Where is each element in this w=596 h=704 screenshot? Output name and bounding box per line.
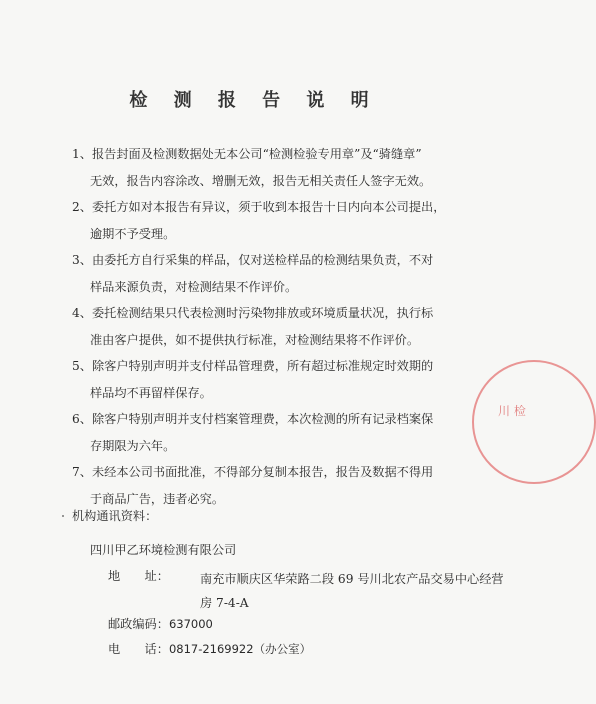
postcode-label: 邮政编码： [108, 617, 169, 631]
list-item [72, 194, 452, 247]
item-continuation: 于商品广告，违者必究。 [90, 491, 225, 506]
phone-value: 0817-2169922（办公室） [168, 642, 312, 656]
margin-dot [62, 515, 64, 517]
list-item [72, 459, 452, 512]
item-first-line: 6、除客户特别声明并支付档案管理费，本次检测的所有记录档案保 [72, 412, 434, 426]
list-item [72, 247, 452, 300]
address-row [108, 567, 508, 615]
list-item [72, 141, 452, 194]
list-item [72, 300, 452, 353]
stamp-text: 川 检 [498, 404, 526, 418]
list-item [72, 353, 452, 406]
item-continuation: 样品均不再留样保存。 [90, 385, 212, 400]
item-first-line: 2、委托方如对本报告有异议，须于收到本报告十日内向本公司提出， [72, 200, 446, 214]
item-first-line: 5、除客户特别声明并支付样品管理费，所有超过标准规定时效期的 [72, 359, 434, 373]
postcode-row [108, 615, 213, 632]
item-continuation: 存期限为六年。 [90, 438, 176, 453]
seal-stamp [472, 360, 596, 484]
address-value: 南充市顺庆区华荣路二段 69 号川北农产品交易中心经营房 7-4-A [200, 572, 504, 610]
item-continuation: 逾期不予受理。 [90, 226, 176, 241]
phone-label: 电 话： [108, 642, 169, 656]
item-continuation: 无效，报告内容涂改、增删无效，报告无相关责任人签字无效。 [90, 173, 432, 188]
address-label: 地 址： [108, 569, 169, 583]
item-continuation: 准由客户提供，如不提供执行标准，对检测结果将不作评价。 [90, 332, 420, 347]
item-continuation: 样品来源负责，对检测结果不作评价。 [90, 279, 298, 294]
phone-row [108, 640, 311, 657]
contact-heading: 机构通讯资料： [72, 509, 158, 523]
page-title: 检 测 报 告 说 明 [129, 90, 379, 111]
notes-list [72, 141, 452, 512]
list-item [72, 406, 452, 459]
item-first-line: 3、由委托方自行采集的样品，仅对送检样品的检测结果负责，不对 [72, 253, 434, 267]
item-first-line: 7、未经本公司书面批准，不得部分复制本报告，报告及数据不得用 [72, 465, 434, 479]
item-first-line: 4、委托检测结果只代表检测时污染物排放或环境质量状况，执行标 [72, 306, 434, 320]
postcode-value: 637000 [168, 617, 213, 631]
item-first-line: 1、报告封面及检测数据处无本公司“检测检验专用章”及“骑缝章” [72, 147, 422, 161]
company-name: 四川甲乙环境检测有限公司 [90, 543, 237, 557]
